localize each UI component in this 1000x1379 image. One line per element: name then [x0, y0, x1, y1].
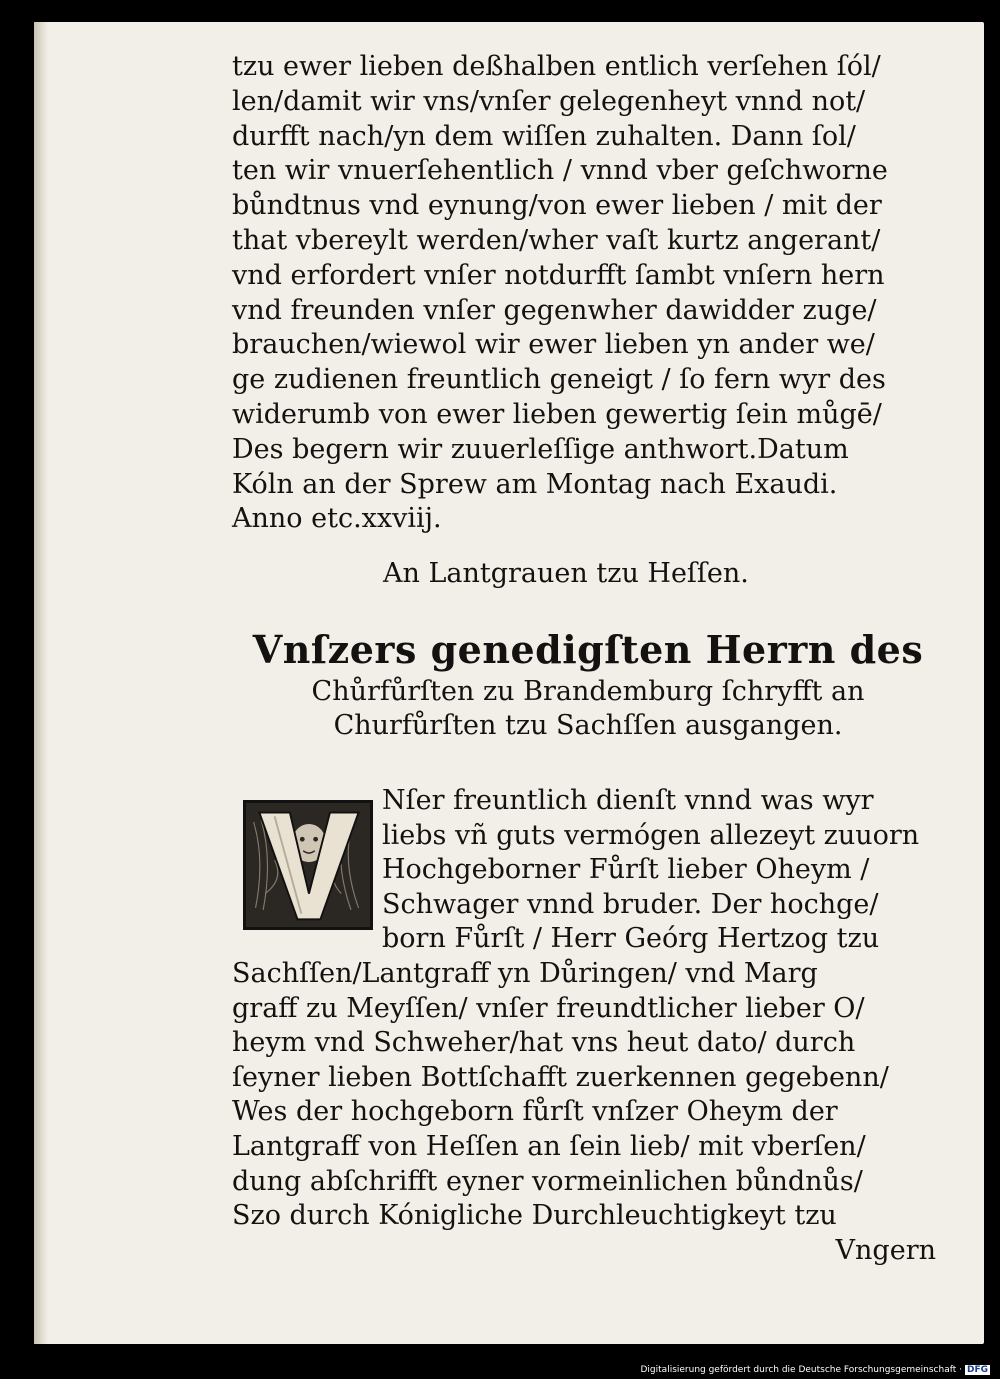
text-line: ſeyner lieben Bottſchafft zuerkennen gegebenn/ — [232, 1061, 889, 1093]
text-line: vnd erfordert vnſer notdurfft ſambt vnſern hern — [232, 259, 885, 291]
text-line: that vbereylt werden/wher vaſt kurtz angerant/ — [232, 224, 881, 256]
text-line: liebs vñ guts vermógen allezeyt zuuorn — [382, 819, 920, 851]
text-line: born Fůrſt / Herr Geórg Hertzog tzu — [382, 923, 880, 955]
text-line: Kóln an der Sprew am Montag nach Exaudi. — [232, 468, 838, 500]
text-line: vnd freunden vnſer gegenwher dawidder zuge/ — [232, 294, 877, 326]
text-line: Des begern wir zuuerleſſige anthwort.Datum — [232, 433, 849, 465]
text-line: Wes der hochgeborn fůrſt vnſzer Oheym der — [232, 1096, 838, 1128]
text-line: brauchen/wiewol wir ewer lieben yn ander we/ — [232, 329, 875, 361]
text-block-bottom — [232, 784, 944, 1268]
footer-text: Digitalisierung gefördert durch die Deutsche Forschungsgemeinschaft · — [640, 1365, 962, 1375]
text-line: Hochgeborner Fůrſt lieber Oheym / — [382, 854, 870, 886]
text-line: heym vnd Schweher/hat vns heut dato/ durch — [232, 1027, 856, 1059]
heading-line-1: Vnſzers genedigſten Herrn des — [252, 627, 924, 672]
section-heading — [232, 625, 944, 743]
text-line: widerumb von ewer lieben gewertig ſein můgē/ — [232, 398, 882, 430]
letter-address: An Lantgrauen tzu Heſſen. — [383, 558, 749, 589]
page-gutter-shadow — [34, 22, 48, 1344]
heading-line-2: Chůrfůrſten zu Brandemburg ſchryfft an — [311, 676, 865, 707]
catchword: Vngern — [835, 1234, 936, 1266]
text-line: Sachſſen/Lantgraff yn Důringen/ vnd Marg — [232, 957, 818, 989]
text-line: len/damit wir vns/vnſer gelegenheyt vnnd not/ — [232, 85, 866, 117]
text-line: dung abſchrifft eyner vormeinlichen bůndnůs/ — [232, 1165, 863, 1197]
text-line: ge zudienen freuntlich geneigt / ſo fern wyr des — [232, 364, 886, 396]
text-line: Szo durch Kónigliche Durchleuchtigkeyt tzu — [232, 1200, 837, 1232]
text-line: durfft nach/yn dem wiſſen zuhalten. Dann ſol/ — [232, 120, 856, 152]
text-line: graff zu Meyſſen/ vnſer freundtlicher lieber O/ — [232, 992, 865, 1024]
text-block-top — [232, 50, 944, 537]
text-line: ten wir vnuerſehentlich / vnnd vber geſchworne — [232, 155, 888, 187]
text-line: Anno etc.xxviij. — [232, 503, 442, 535]
text-line: Lantgraff von Heſſen an ſein lieb/ mit vberſen/ — [232, 1130, 866, 1162]
heading-line-3: Churfůrſten tzu Sachſſen ausgangen. — [333, 710, 843, 741]
text-line: bůndtnus vnd eynung/von ewer lieben / mit der — [232, 190, 882, 222]
text-line: tzu ewer lieben deßhalben entlich verſehen ſól/ — [232, 51, 881, 82]
text-line: Schwager vnnd bruder. Der hochge/ — [382, 888, 879, 920]
text-line: Nſer freuntlich dienſt vnnd was wyr — [382, 785, 874, 816]
dfg-logo: DFG — [966, 1365, 988, 1375]
footer-credit — [641, 1365, 991, 1375]
